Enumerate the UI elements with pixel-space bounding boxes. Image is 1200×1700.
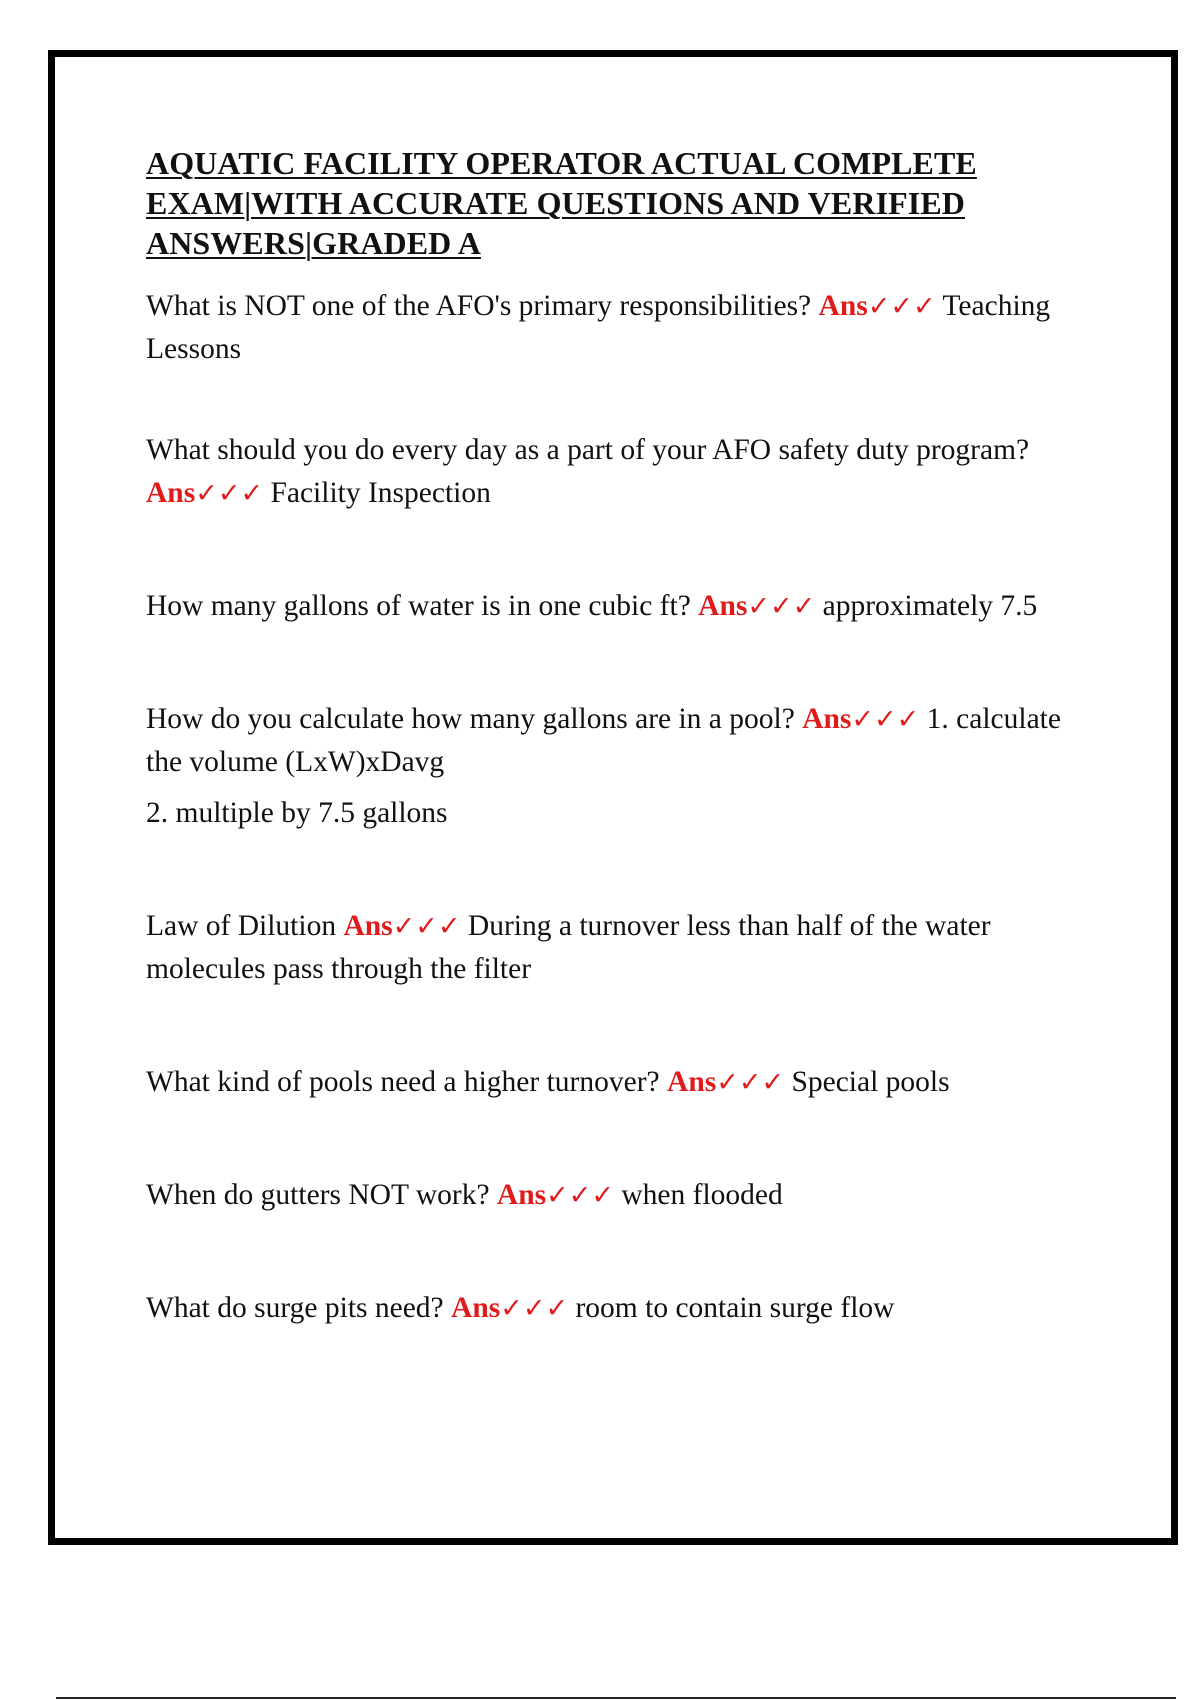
- qa-item-5: [146, 905, 1091, 991]
- qa-item-8: [146, 1287, 1091, 1330]
- question-text: How many gallons of water is in one cubic ft?: [146, 590, 691, 622]
- answer-text: 1. calculate the volume (LxW)xDavg: [146, 703, 1061, 778]
- ans-label: Ans: [667, 1066, 717, 1098]
- answer-text: Facility Inspection: [270, 477, 491, 509]
- document-content: [146, 143, 1091, 1330]
- ans-label: Ans: [343, 910, 393, 942]
- question-text: When do gutters NOT work?: [146, 1179, 490, 1211]
- check-marks-icon: ✓✓✓: [195, 478, 264, 509]
- check-marks-icon: ✓✓✓: [851, 704, 920, 735]
- check-marks-icon: ✓✓✓: [716, 1067, 785, 1098]
- check-marks-icon: ✓✓✓: [546, 1180, 614, 1211]
- question-text: Law of Dilution: [146, 910, 337, 942]
- document-title: [146, 143, 1091, 263]
- answer-text: when flooded: [621, 1179, 783, 1211]
- qa-item-7: [146, 1174, 1091, 1217]
- question-text: What kind of pools need a higher turnover?: [146, 1066, 660, 1098]
- document-title-text: AQUATIC FACILITY OPERATOR ACTUAL COMPLETE EXAM|WITH ACCURATE QUESTIONS AND VERIFIED ANSWERS|GRADED A: [146, 145, 977, 261]
- ans-label: Ans: [802, 703, 852, 735]
- answer-second-line: 2. multiple by 7.5 gallons: [146, 797, 448, 829]
- qa-item-6: [146, 1061, 1091, 1104]
- question-text: How do you calculate how many gallons are in a pool?: [146, 703, 795, 735]
- ans-label: Ans: [818, 290, 868, 322]
- ans-label: Ans: [146, 477, 196, 509]
- answer-text: approximately 7.5: [822, 590, 1038, 622]
- question-text: What should you do every day as a part of your AFO safety duty program?: [146, 434, 1030, 466]
- bottom-divider: [56, 1697, 1176, 1699]
- check-marks-icon: ✓✓✓: [392, 911, 461, 942]
- question-text: What is NOT one of the AFO's primary responsibilities?: [146, 290, 812, 322]
- answer-text: Special pools: [791, 1066, 950, 1098]
- qa-item-3: [146, 585, 1091, 628]
- check-marks-icon: ✓✓✓: [747, 591, 816, 622]
- ans-label: Ans: [451, 1292, 501, 1324]
- qa-item-1: [146, 285, 1091, 371]
- question-text: What do surge pits need?: [146, 1292, 444, 1324]
- answer-text: Teaching Lessons: [146, 290, 1051, 365]
- qa-item-4: [146, 698, 1091, 784]
- ans-label: Ans: [698, 590, 748, 622]
- answer-text: room to contain surge flow: [575, 1292, 895, 1324]
- answer-text: During a turnover less than half of the water molecules pass through the filter: [146, 910, 991, 985]
- qa-item-2: [146, 429, 1091, 515]
- check-marks-icon: ✓✓✓: [500, 1293, 569, 1324]
- ans-label: Ans: [496, 1179, 547, 1211]
- check-marks-icon: ✓✓✓: [867, 291, 936, 322]
